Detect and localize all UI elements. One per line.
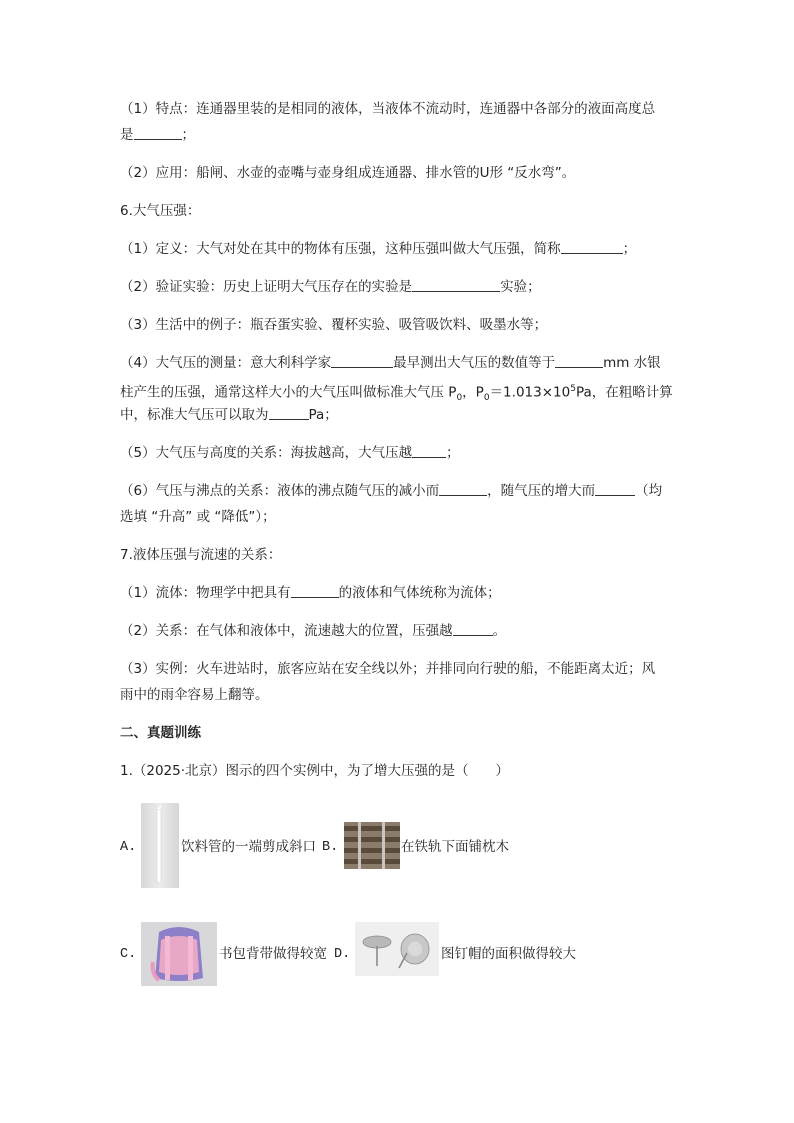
answer-blank[interactable] bbox=[331, 354, 393, 368]
line-d4a: （4）大气压的测量：意大利科学家 最早测出大气压的数值等于 mm 水银 bbox=[120, 355, 661, 371]
line-1b: 是 ； bbox=[120, 127, 195, 143]
line-d1: （1）定义：大气对处在其中的物体有压强，这种压强叫做大气压强，简称 ； bbox=[120, 241, 637, 257]
line-d6b: 选填 “升高” 或 “降低”）； bbox=[120, 509, 276, 525]
answer-blank[interactable] bbox=[134, 126, 182, 140]
line-d3: （3）生活中的例子：瓶吞蛋实验、覆杯实验、吸管吸饮料、吸墨水等； bbox=[120, 317, 548, 333]
line-d2: （2）验证实验：历史上证明大气压存在的实验是 实验； bbox=[120, 279, 541, 295]
line-f2: （2）关系：在气体和液体中，流速越大的位置，压强越 。 bbox=[120, 623, 507, 639]
option-c-text: 书包背带做得较宽 bbox=[219, 946, 327, 962]
answer-blank[interactable] bbox=[561, 240, 623, 254]
option-b-text: 在铁轨下面铺枕木 bbox=[401, 839, 509, 855]
schoolbag-image bbox=[141, 922, 217, 986]
line-d5: （5）大气压与高度的关系：海拔越高，大气压越 ； bbox=[120, 445, 460, 461]
straw-image bbox=[141, 803, 179, 888]
section-2-title: 二、真题训练 bbox=[120, 725, 201, 741]
line-f1: （1）流体：物理学中把具有 的液体和气体统称为流体； bbox=[120, 585, 501, 601]
line-d4b: 柱产生的压强，通常这样大小的大气压叫做标准大气压 $P_0$，$P_0=1.013\times 10^5Pa$，在粗略计算 bbox=[120, 384, 673, 404]
line-f3b: 雨中的雨伞容易上翻等。 bbox=[120, 687, 269, 703]
line-2: （2）应用：船闸、水壶的壶嘴与壶身组成连通器、排水管的U形 “反水弯”。 bbox=[120, 165, 576, 181]
answer-blank[interactable] bbox=[453, 622, 493, 636]
section-6-title: 6.大气压强： bbox=[120, 203, 201, 219]
railway-sleepers-image bbox=[344, 822, 400, 869]
answer-blank[interactable] bbox=[412, 444, 446, 458]
option-a-text: 饮料管的一端剪成斜口 bbox=[181, 839, 316, 855]
question-1: 1.（2025·北京）图示的四个实例中，为了增大压强的是（ ） bbox=[120, 763, 510, 779]
option-d-text: 图钉帽的面积做得较大 bbox=[441, 946, 576, 962]
line-d6a: （6）气压与沸点的关系：液体的沸点随气压的减小而 ，随气压的增大而 （均 bbox=[120, 483, 663, 499]
option-d-letter[interactable]: D. bbox=[334, 947, 351, 962]
answer-blank[interactable] bbox=[291, 584, 339, 598]
answer-blank[interactable] bbox=[595, 482, 635, 496]
line-1a: （1）特点：连通器里装的是相同的液体，当液体不流动时，连通器中各部分的液面高度总 bbox=[120, 101, 656, 117]
answer-blank[interactable] bbox=[412, 278, 500, 292]
option-a-letter[interactable]: A. bbox=[120, 840, 137, 855]
answer-blank[interactable] bbox=[439, 482, 487, 496]
thumbtacks-image bbox=[355, 922, 439, 976]
line-f3a: （3）实例：火车进站时，旅客应站在安全线以外；并排同向行驶的船，不能距离太近；风 bbox=[120, 661, 656, 677]
answer-blank[interactable] bbox=[269, 406, 309, 420]
option-b-letter[interactable]: B. bbox=[322, 840, 339, 855]
answer-blank[interactable] bbox=[555, 354, 603, 368]
line-d4c: 中，标准大气压可以取为 Pa； bbox=[120, 407, 338, 423]
option-c-letter[interactable]: C. bbox=[120, 947, 137, 962]
section-7-title: 7.液体压强与流速的关系： bbox=[120, 547, 282, 563]
